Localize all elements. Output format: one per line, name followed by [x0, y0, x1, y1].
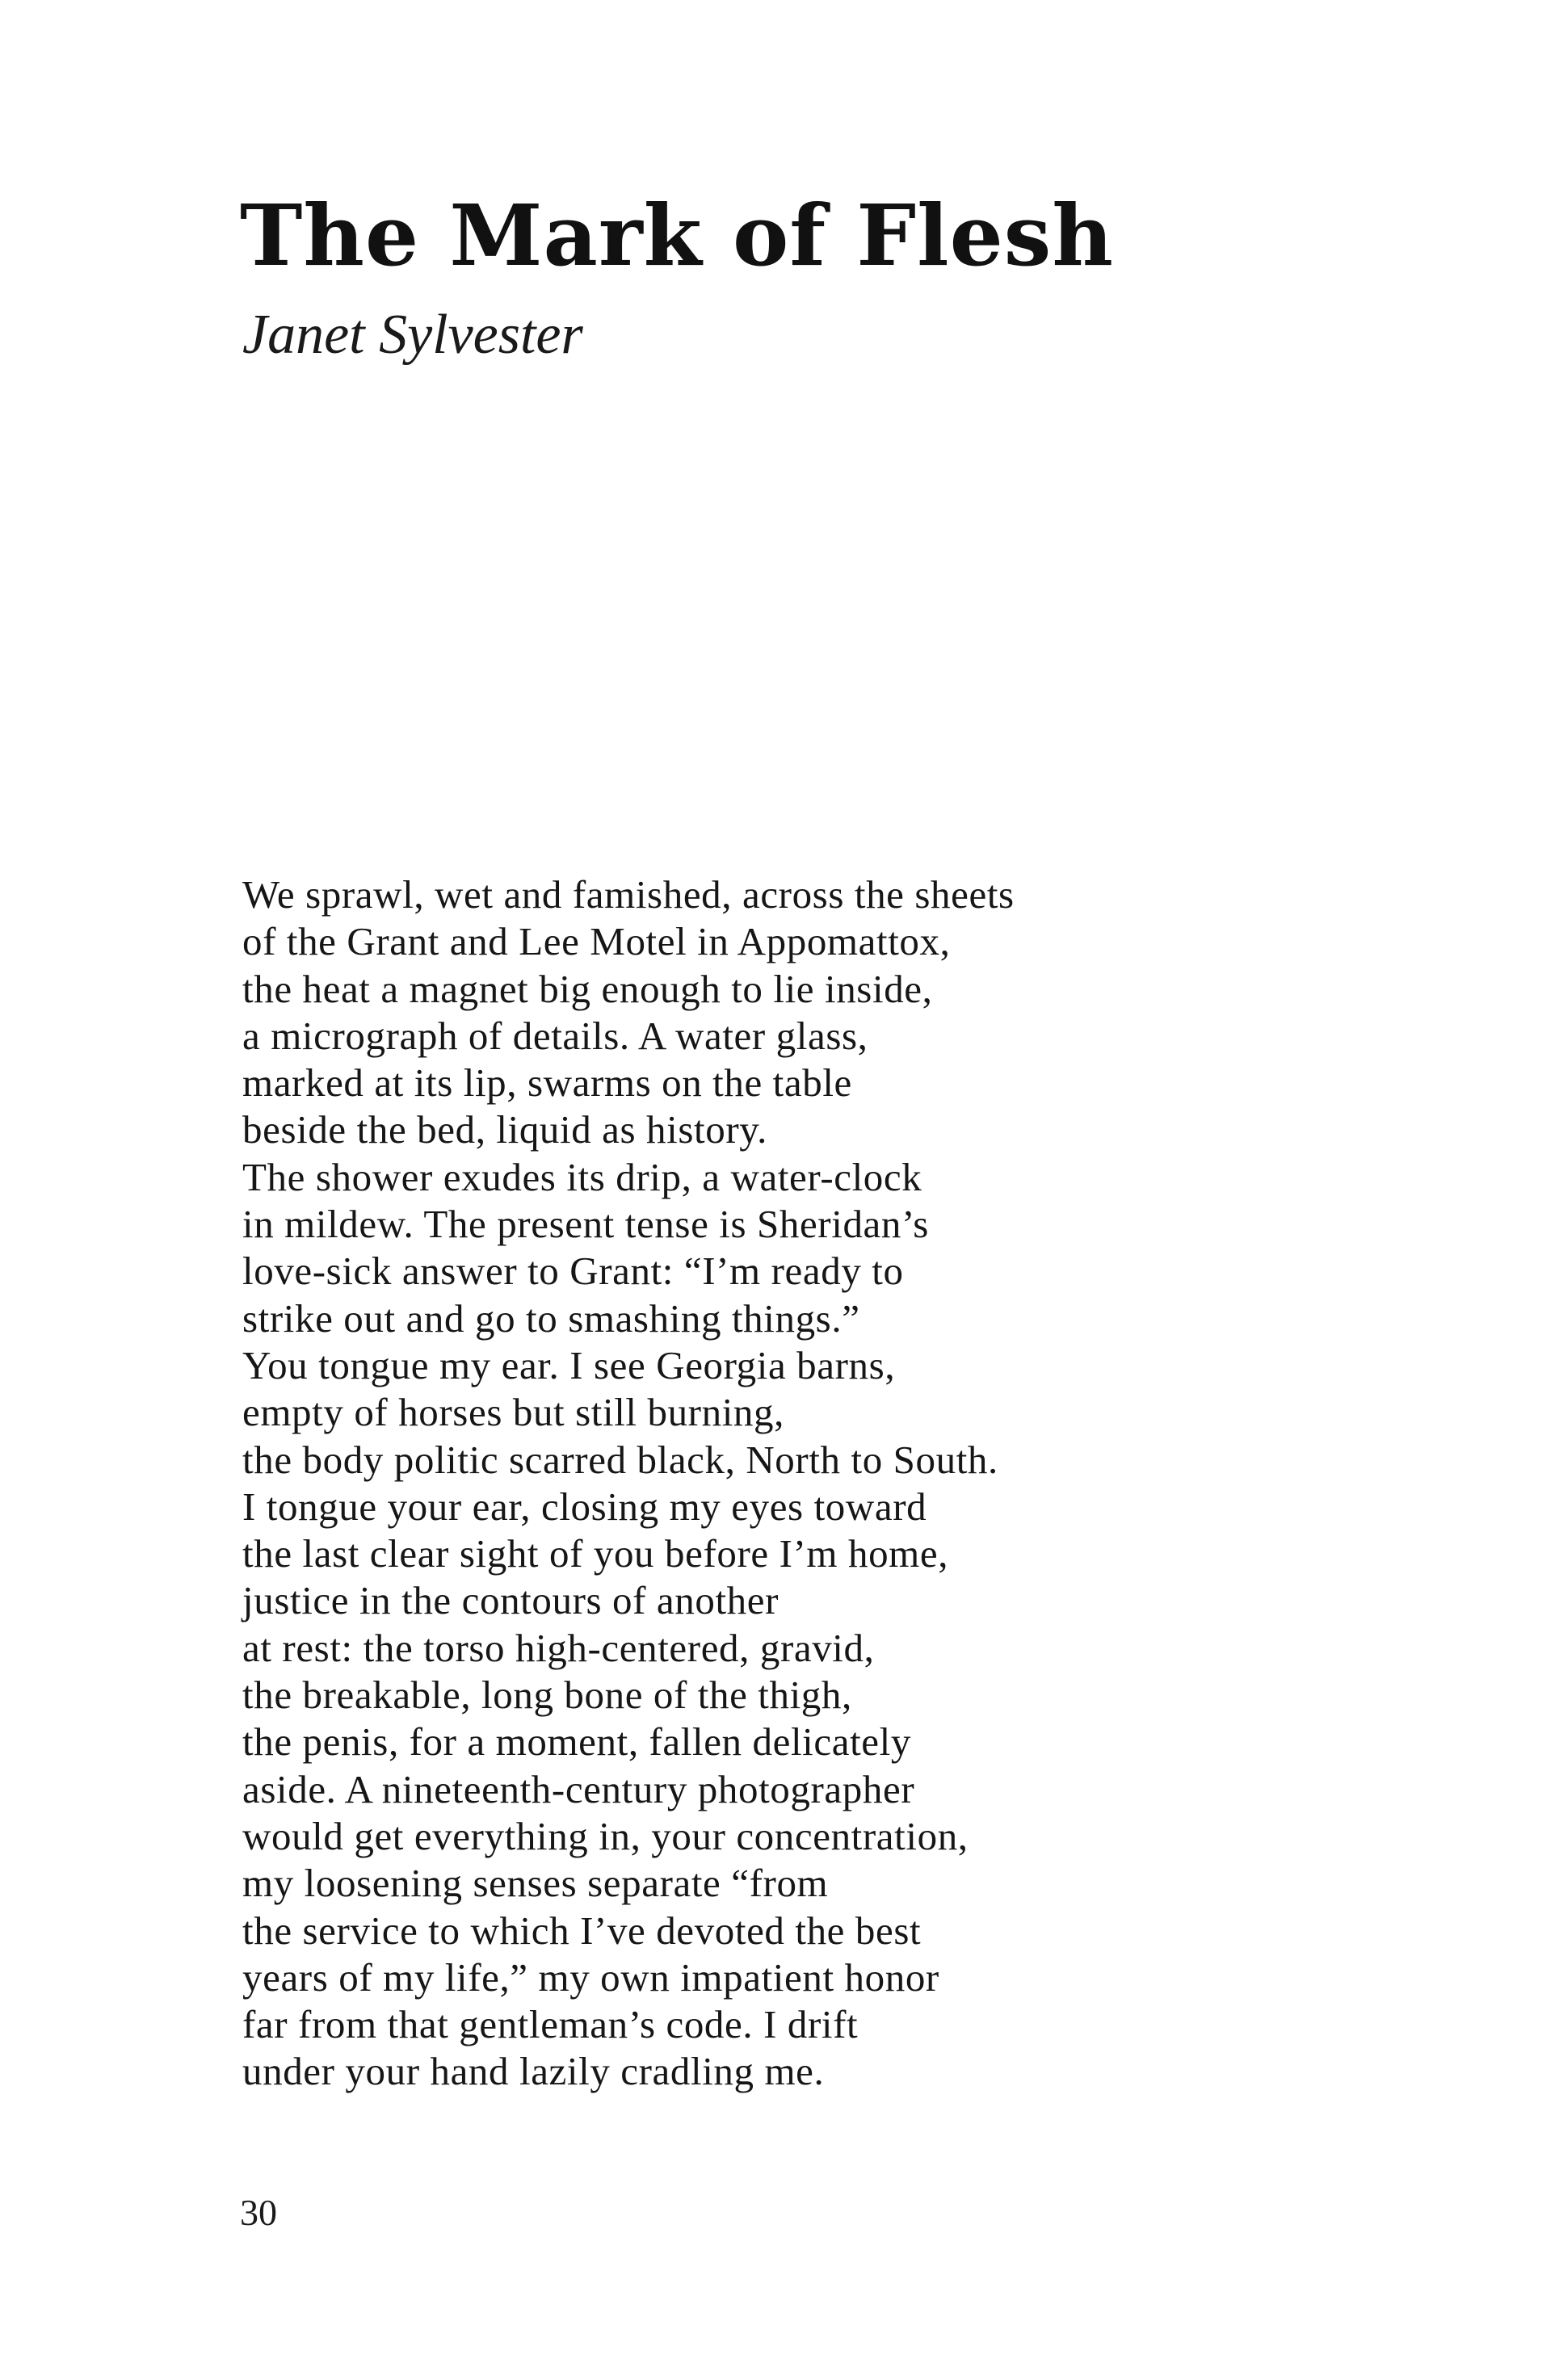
poem-line: of the Grant and Lee Motel in Appomattox, [242, 919, 951, 964]
poem-line: my loosening senses separate “from [242, 1861, 829, 1906]
poem-body [242, 871, 1015, 2096]
poem-line: beside the bed, liquid as history. [242, 1107, 768, 1152]
poem-line: a micrograph of details. A water glass, [242, 1013, 868, 1058]
poem-title: The Mark of Flesh [240, 186, 1114, 285]
poem-line: I tongue your ear, closing my eyes toward [242, 1484, 927, 1529]
poem-line: at rest: the torso high-centered, gravid, [242, 1625, 875, 1670]
poem-line: love-sick answer to Grant: “I’m ready to [242, 1249, 904, 1294]
poem-line: You tongue my ear. I see Georgia barns, [242, 1342, 896, 1387]
poem-line: The shower exudes its drip, a water-clock [242, 1154, 922, 1199]
poem-line: the last clear sight of you before I’m home, [242, 1531, 949, 1576]
poem-line: under your hand lazily cradling me. [242, 2049, 825, 2094]
poem-line: the penis, for a moment, fallen delicately [242, 1719, 911, 1765]
poem-line: the service to which I’ve devoted the best [242, 1908, 922, 1953]
poem-line: We sprawl, wet and famished, across the sheets [242, 872, 1015, 917]
poem-line: years of my life,” my own impatient honor [242, 1954, 939, 2000]
page-number: 30 [240, 2192, 277, 2233]
poem-line: in mildew. The present tense is Sheridan’s [242, 1202, 929, 1247]
poem-line: empty of horses but still burning, [242, 1390, 784, 1435]
poem-line: the breakable, long bone of the thigh, [242, 1673, 852, 1718]
poem-line: would get everything in, your concentration, [242, 1813, 969, 1858]
poem-line: far from that gentleman’s code. I drift [242, 2002, 859, 2047]
poem-line: the heat a magnet big enough to lie inside, [242, 966, 933, 1011]
poem-line: marked at its lip, swarms on the table [242, 1060, 852, 1106]
poem-line: the body politic scarred black, North to South. [242, 1437, 998, 1482]
poem-line: justice in the contours of another [242, 1578, 780, 1623]
poem-line: strike out and go to smashing things.” [242, 1295, 860, 1341]
poem-author: Janet Sylvester [242, 304, 583, 366]
poem-line: aside. A nineteenth-century photographer [242, 1766, 915, 1811]
